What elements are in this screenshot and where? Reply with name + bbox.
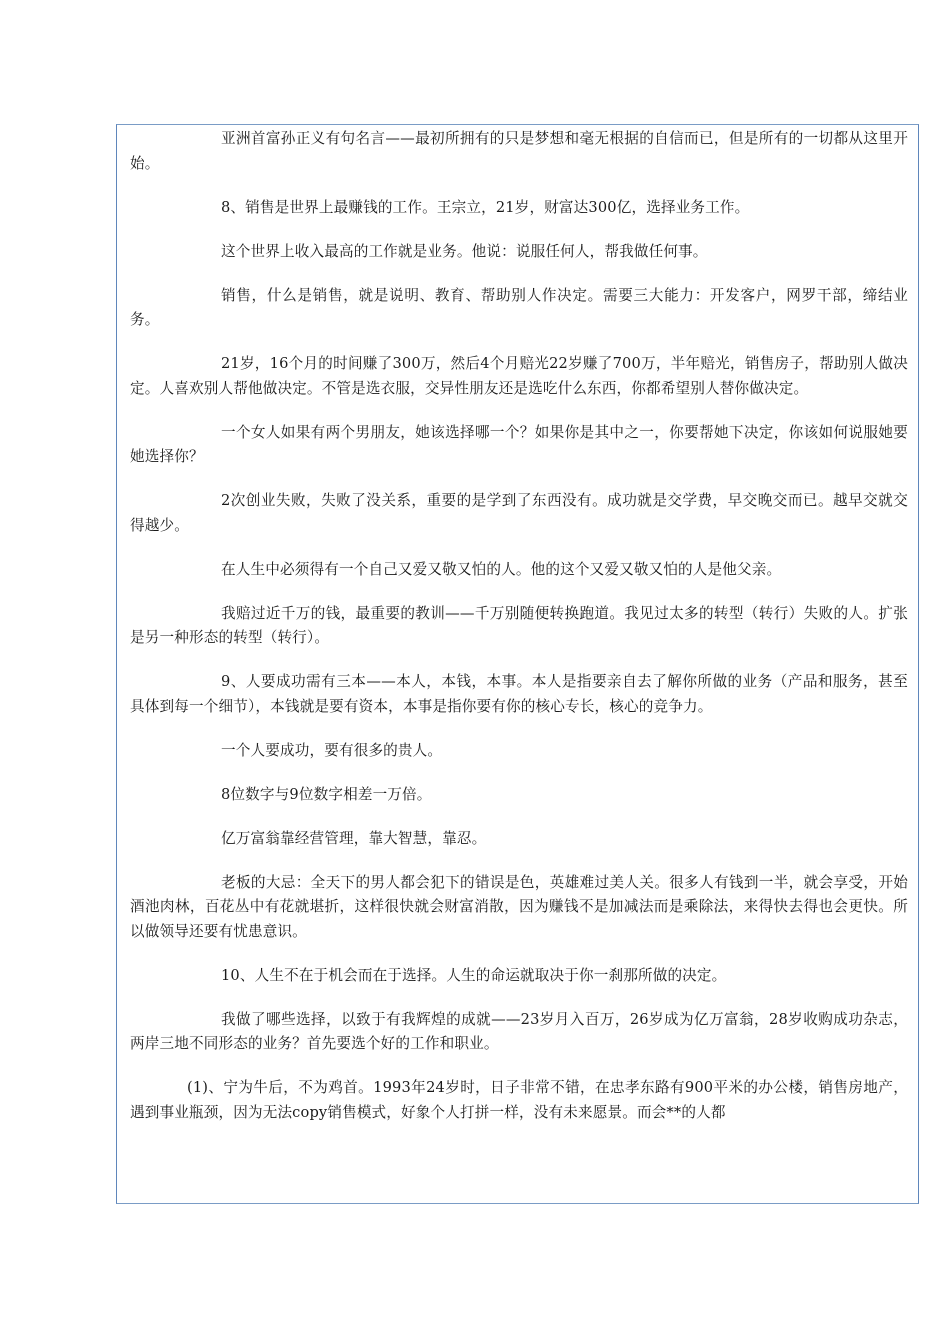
paragraph: 一个人要成功，要有很多的贵人。 — [221, 741, 443, 759]
paragraph: 我赔过近千万的钱，最重要的教训——千万别随便转换跑道。我见过太多的转型（转行）失败的人。扩张是另一种形态的转型（转行）。 — [130, 604, 908, 646]
paragraph: 亿万富翁靠经营管理，靠大智慧，靠忍。 — [221, 829, 487, 847]
paragraph: (1)、宁为牛后，不为鸡首。1993年24岁时，日子非常不错，在忠孝东路有900平米的办公楼，销售房地产，遇到事业瓶颈，因为无法copy销售模式，好象个人打拼一样，没有未来愿景。而会**的人都 — [130, 1079, 908, 1121]
paragraph: 亚洲首富孙正义有句名言——最初所拥有的只是梦想和毫无根据的自信而已，但是所有的一切都从这里开始。 — [130, 130, 908, 172]
paragraph: 老板的大忌：全天下的男人都会犯下的错误是色，英雄难过美人关。很多人有钱到一半，就会享受，开始酒池肉林，百花丛中有花就堪折，这样很快就会财富消散，因为赚钱不是加减法而是乘除法，来得快去得也会更快。所以做领导还要有忧患意识。 — [130, 873, 908, 940]
paragraph: 8、销售是世界上最赚钱的工作。王宗立，21岁，财富达300亿，选择业务工作。 — [221, 198, 750, 216]
document-body — [130, 127, 908, 1125]
paragraph: 这个世界上收入最高的工作就是业务。他说：说服任何人，帮我做任何事。 — [221, 242, 708, 260]
paragraph: 一个女人如果有两个男朋友，她该选择哪一个？如果你是其中之一，你要帮她下决定，你该如何说服她要她选择你？ — [130, 423, 908, 465]
paragraph: 我做了哪些选择，以致于有我辉煌的成就——23岁月入百万，26岁成为亿万富翁，28岁收购成功杂志，两岸三地不同形态的业务？首先要选个好的工作和职业。 — [130, 1010, 908, 1052]
paragraph: 销售，什么是销售，就是说明、教育、帮助别人作决定。需要三大能力：开发客户，网罗干部，缔结业务。 — [130, 286, 908, 328]
paragraph: 8位数字与9位数字相差一万倍。 — [221, 785, 432, 803]
paragraph: 10、人生不在于机会而在于选择。人生的命运就取决于你一刹那所做的决定。 — [221, 966, 727, 984]
text-frame — [116, 124, 919, 1204]
paragraph: 21岁，16个月的时间赚了300万，然后4个月赔光22岁赚了700万，半年赔光，销售房子，帮助别人做决定。人喜欢别人帮他做决定。不管是选衣服，交异性朋友还是选吃什么东西，你都希望别人替你做决定。 — [130, 355, 908, 397]
paragraph: 2次创业失败，失败了没关系，重要的是学到了东西没有。成功就是交学费，早交晚交而已。越早交就交得越少。 — [130, 492, 908, 534]
paragraph: 9、人要成功需有三本——本人，本钱，本事。本人是指要亲自去了解你所做的业务（产品和服务，甚至具体到每一个细节），本钱就是要有资本，本事是指你要有你的核心专长，核心的竞争力。 — [130, 673, 908, 715]
paragraph: 在人生中必须得有一个自己又爱又敬又怕的人。他的这个又爱又敬又怕的人是他父亲。 — [221, 560, 782, 578]
